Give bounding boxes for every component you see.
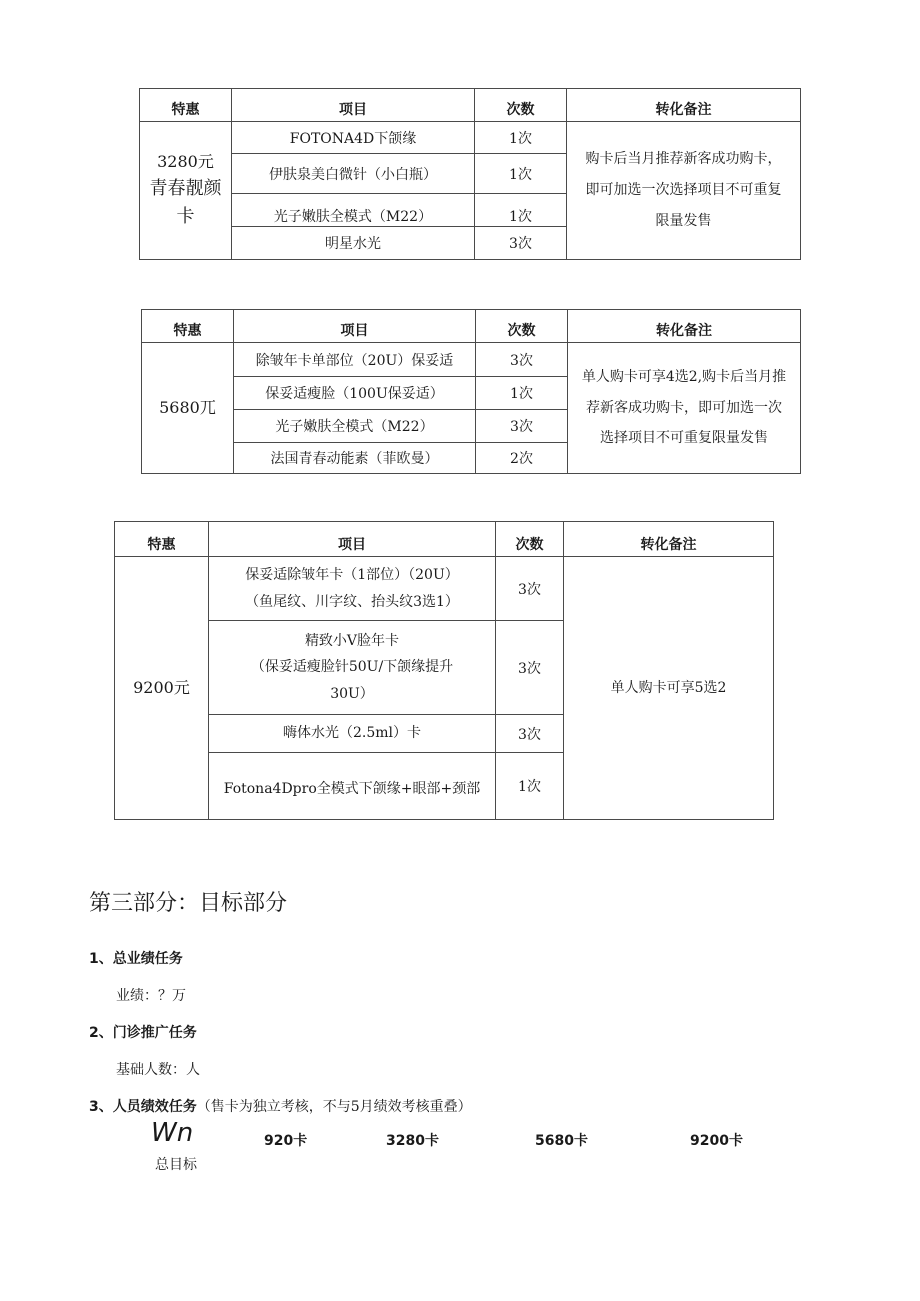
target-heading-3 bbox=[89, 1096, 472, 1116]
note-line: 限量发售 bbox=[655, 212, 712, 229]
card-table-3280 bbox=[139, 88, 801, 260]
note-line: 单人购卡可享5选2 bbox=[610, 679, 727, 696]
header-special: 特惠 bbox=[140, 89, 232, 122]
target-heading-1: 1、总业绩任务 bbox=[89, 951, 183, 967]
price-cell bbox=[115, 557, 209, 820]
note-line: 购卡后当月推荐新客成功购卡， bbox=[585, 151, 782, 168]
card-table-9200 bbox=[114, 521, 774, 820]
project-cell bbox=[209, 715, 496, 753]
header-project: 项目 bbox=[209, 522, 496, 557]
price-line: 卡 bbox=[176, 205, 195, 227]
project-cell: 保妥适瘦脸（100U保妥适） bbox=[234, 377, 476, 410]
project-cell bbox=[209, 557, 496, 621]
target-heading-2: 2、门诊推广任务 bbox=[89, 1025, 197, 1041]
header-note: 转化备注 bbox=[567, 89, 801, 122]
note-line: 即可加选一次选择项目不可重复 bbox=[585, 182, 782, 199]
card-column-9200: 9200卡 bbox=[690, 1133, 743, 1149]
header-count: 次数 bbox=[496, 522, 564, 557]
header-project: 项目 bbox=[234, 310, 476, 343]
note-line: 选择项目不可重复限量发售 bbox=[600, 430, 768, 447]
count-cell: 2次 bbox=[476, 443, 568, 474]
count-cell: 1次 bbox=[475, 122, 567, 154]
price-line: 5680兀 bbox=[159, 397, 216, 417]
header-note: 转化备注 bbox=[564, 522, 774, 557]
count-cell: 1次 bbox=[475, 154, 567, 194]
total-target-label: 总目标 bbox=[155, 1157, 197, 1173]
project-line: （鱼尾纹、川字纹、抬头纹3选1） bbox=[245, 593, 459, 610]
card-table-5680 bbox=[141, 309, 801, 474]
header-note: 转化备注 bbox=[568, 310, 801, 343]
project-line: 精致小V脸年卡 bbox=[304, 632, 400, 649]
price-line: 9200元 bbox=[133, 677, 190, 697]
count-cell: 3次 bbox=[496, 621, 564, 715]
header-count: 次数 bbox=[476, 310, 568, 343]
project-line: 30U） bbox=[330, 685, 374, 702]
note-line: 单人购卡可享4选2,购卡后当月推 bbox=[581, 368, 787, 385]
project-line: 保妥适除皱年卡（1部位）（20U） bbox=[245, 566, 459, 583]
logo-mark: Wn bbox=[151, 1118, 194, 1148]
note-cell bbox=[567, 122, 801, 260]
project-line: Fotona4Dpro全模式下颌缘+眼部+颈部 bbox=[223, 780, 481, 797]
target-detail-1: 业绩：？万 bbox=[116, 988, 186, 1004]
card-column-3280: 3280卡 bbox=[386, 1133, 439, 1149]
section-title: 第三部分：目标部分 bbox=[89, 891, 288, 916]
price-cell bbox=[142, 343, 234, 474]
count-cell: 3次 bbox=[476, 410, 568, 443]
project-cell: 明星水光 bbox=[232, 227, 475, 260]
price-line: 3280元 bbox=[157, 152, 214, 172]
project-line: （保妥适瘦脸针50U/下颌缘提升 bbox=[250, 659, 454, 676]
count-cell: 1次 bbox=[475, 194, 567, 227]
header-special: 特惠 bbox=[115, 522, 209, 557]
target-heading-3-note: （售卡为独立考核，不与5月绩效考核重叠） bbox=[196, 1099, 472, 1115]
count-cell: 1次 bbox=[476, 377, 568, 410]
project-cell: 伊肤泉美白微针（小白瓶） bbox=[232, 154, 475, 194]
count-cell: 3次 bbox=[496, 557, 564, 621]
project-line: 嗨体水光（2.5ml）卡 bbox=[282, 725, 422, 742]
price-cell bbox=[140, 122, 232, 260]
project-cell: 光子嫩肤全模式（M22） bbox=[234, 410, 476, 443]
count-cell: 3次 bbox=[476, 343, 568, 377]
project-cell bbox=[209, 621, 496, 715]
project-cell: 除皱年卡单部位（20U）保妥适 bbox=[234, 343, 476, 377]
note-line: 荐新客成功购卡，即可加选一次 bbox=[586, 399, 782, 416]
header-count: 次数 bbox=[475, 89, 567, 122]
note-cell bbox=[568, 343, 801, 474]
header-project: 项目 bbox=[232, 89, 475, 122]
count-cell: 3次 bbox=[496, 715, 564, 753]
project-cell: FOTONA4D下颌缘 bbox=[232, 122, 475, 154]
price-line: 青春靓颜 bbox=[149, 178, 222, 199]
card-column-5680: 5680卡 bbox=[535, 1133, 588, 1149]
project-cell: 法国青春动能素（菲欧曼） bbox=[234, 443, 476, 474]
project-cell bbox=[209, 753, 496, 820]
count-cell: 1次 bbox=[496, 753, 564, 820]
target-heading-3-label: 3、人员绩效任务 bbox=[89, 1099, 197, 1115]
project-cell: 光子嫩肤全模式（M22） bbox=[232, 194, 475, 227]
note-cell bbox=[564, 557, 774, 820]
target-detail-2: 基础人数：人 bbox=[116, 1062, 200, 1078]
header-special: 特惠 bbox=[142, 310, 234, 343]
card-column-920: 920卡 bbox=[264, 1133, 308, 1149]
count-cell: 3次 bbox=[475, 227, 567, 260]
